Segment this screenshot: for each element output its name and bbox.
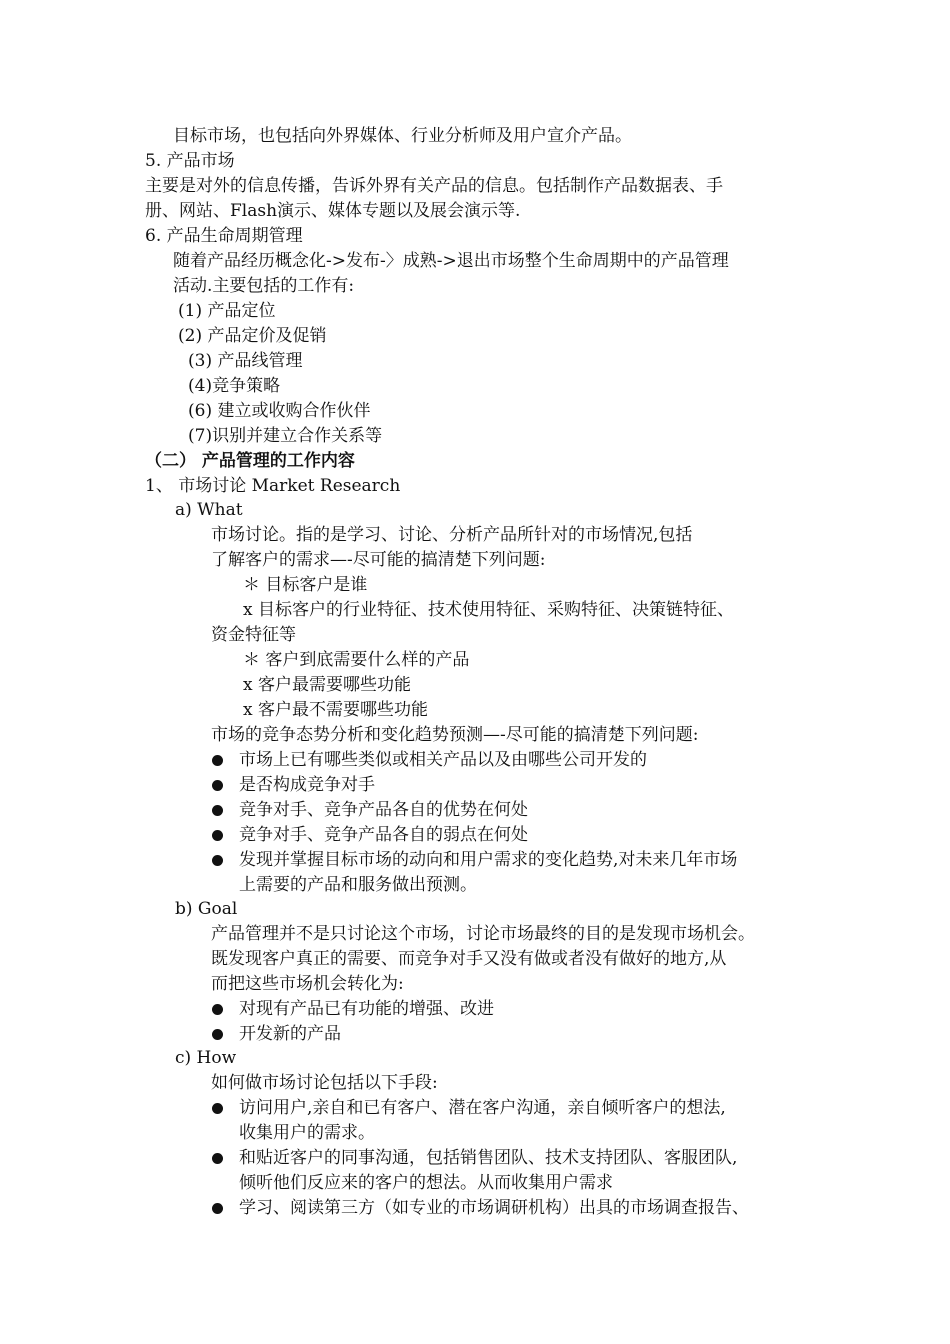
bullet-item: 开发新的产品 [239, 1024, 341, 1044]
list-item: (7)识别并建立合作关系等 [188, 426, 383, 446]
bullet-icon [212, 1203, 223, 1214]
bullet-item: 访问用户,亲自和已有客户、潜在客户沟通，亲自倾听客户的想法, [239, 1098, 726, 1118]
paragraph-line: 既发现客户真正的需要、而竞争对手又没有做或者没有做好的地方,从 [211, 949, 727, 969]
paragraph-line: 市场的竞争态势分析和变化趋势预测—-尽可能的搞清楚下列问题: [211, 725, 699, 745]
bullet-item: 竞争对手、竞争产品各自的弱点在何处 [239, 825, 528, 845]
marked-item: ⅹ 目标客户的行业特征、技术使用特征、采购特征、决策链特征、 [243, 600, 734, 620]
bullet-icon [212, 805, 223, 816]
paragraph-line: 市场讨论。指的是学习、讨论、分析产品所针对的市场情况,包括 [211, 525, 693, 545]
paragraph-line: 产品管理并不是只讨论这个市场，讨论市场最终的目的是发现市场机会。 [211, 924, 755, 944]
section-heading: 6. 产品生命周期管理 [145, 226, 303, 246]
paragraph-line: 如何做市场讨论包括以下手段: [211, 1073, 438, 1093]
bullet-item-continued: 收集用户的需求。 [239, 1123, 375, 1143]
paragraph-line: 目标市场，也包括向外界媒体、行业分析师及用户宣介产品。 [173, 126, 632, 146]
bullet-icon [212, 1153, 223, 1164]
chapter-heading: （二） 产品管理的工作内容 [145, 451, 355, 471]
paragraph-line: 随着产品经历概念化->发布-〉成熟->退出市场整个生命周期中的产品管理 [173, 251, 729, 271]
bullet-icon [212, 1029, 223, 1040]
paragraph-line: 了解客户的需求—-尽可能的搞清楚下列问题: [211, 550, 546, 570]
paragraph-line: 活动.主要包括的工作有: [173, 276, 355, 296]
bullet-icon [212, 1103, 223, 1114]
bullet-item: 是否构成竞争对手 [239, 775, 375, 795]
bullet-item-continued: 上需要的产品和服务做出预测。 [239, 875, 477, 895]
bullet-item: 对现有产品已有功能的增强、改进 [239, 999, 494, 1019]
bullet-item: 竞争对手、竞争产品各自的优势在何处 [239, 800, 528, 820]
bullet-icon [212, 830, 223, 841]
list-item: (6) 建立或收购合作伙伴 [188, 401, 371, 421]
list-item: (3) 产品线管理 [188, 351, 303, 371]
bullet-icon [212, 755, 223, 766]
list-item: (2) 产品定价及促销 [178, 326, 327, 346]
bullet-item: 和贴近客户的同事沟通，包括销售团队、技术支持团队、客服团队, [239, 1148, 738, 1168]
section-heading: 1、 市场讨论 Market Research [145, 476, 401, 496]
subsection-heading: c) How [175, 1048, 237, 1068]
bullet-item-continued: 倾听他们反应来的客户的想法。从而收集用户需求 [239, 1173, 613, 1193]
bullet-item: 学习、阅读第三方（如专业的市场调研机构）出具的市场调查报告、 [239, 1198, 749, 1218]
marked-item: ⅹ 客户最不需要哪些功能 [243, 700, 428, 720]
bullet-item: 发现并掌握目标市场的动向和用户需求的变化趋势,对未来几年市场 [239, 850, 738, 870]
paragraph-line: 册、网站、Flash演示、媒体专题以及展会演示等. [145, 201, 521, 221]
paragraph-line: 资金特征等 [211, 625, 296, 645]
marked-item: ＊ 目标客户是谁 [243, 575, 368, 595]
subsection-heading: b) Goal [175, 899, 238, 919]
marked-item: ⅹ 客户最需要哪些功能 [243, 675, 411, 695]
paragraph-line: 主要是对外的信息传播，告诉外界有关产品的信息。包括制作产品数据表、手 [145, 176, 723, 196]
bullet-icon [212, 855, 223, 866]
section-heading: 5. 产品市场 [145, 151, 235, 171]
bullet-icon [212, 780, 223, 791]
list-item: (1) 产品定位 [178, 301, 276, 321]
paragraph-line: 而把这些市场机会转化为: [211, 974, 404, 994]
bullet-item: 市场上已有哪些类似或相关产品以及由哪些公司开发的 [239, 750, 647, 770]
subsection-heading: a) What [175, 500, 243, 520]
bullet-icon [212, 1004, 223, 1015]
marked-item: ＊ 客户到底需要什么样的产品 [243, 650, 470, 670]
list-item: (4)竞争策略 [188, 376, 281, 396]
